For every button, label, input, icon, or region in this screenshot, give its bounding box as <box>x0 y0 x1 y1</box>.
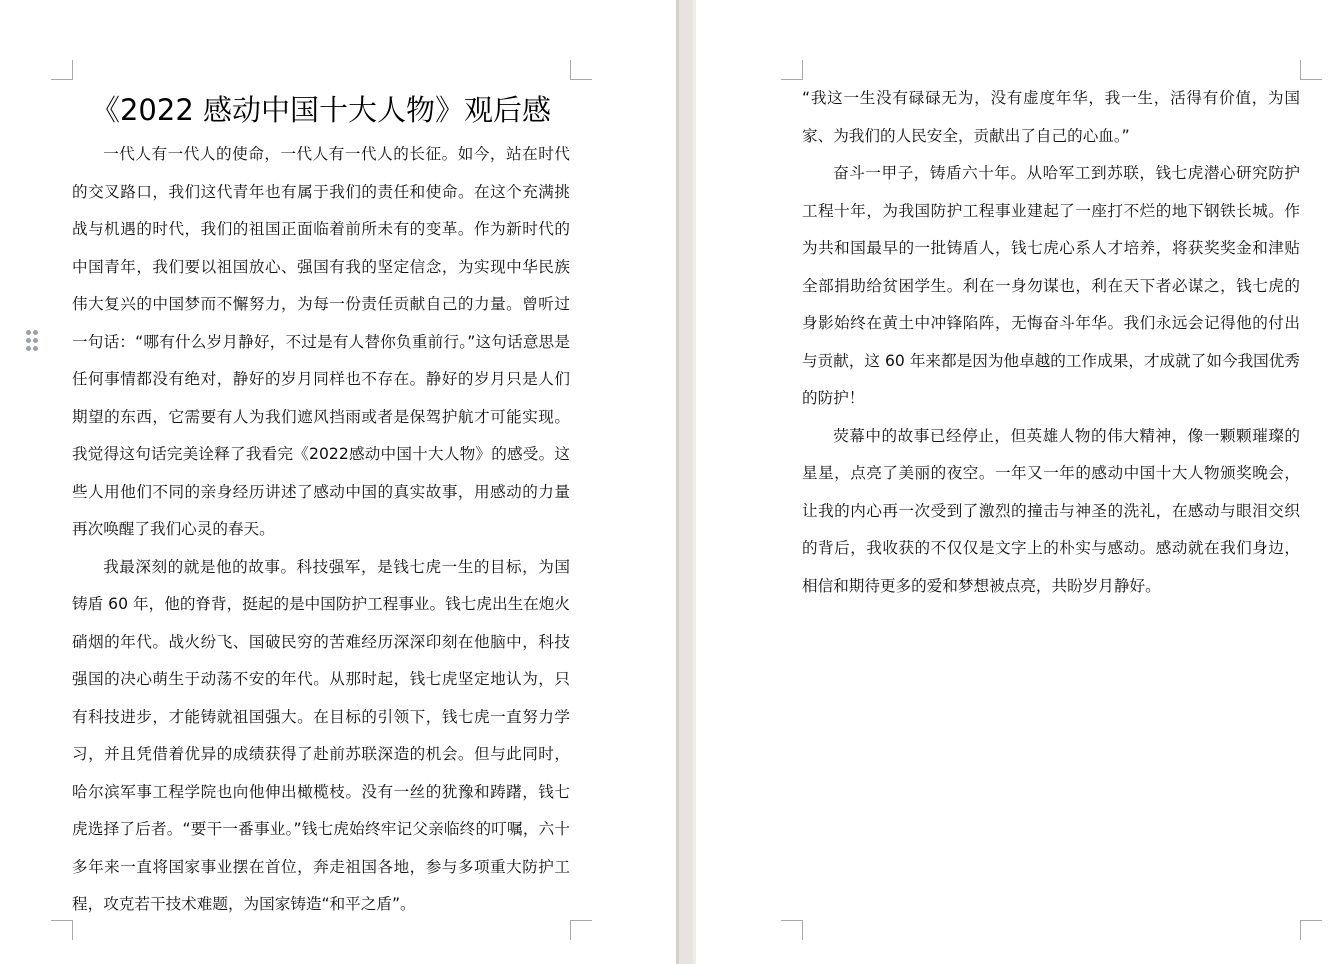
paragraph: 我最深刻的就是他的故事。科技强军，是钱七虎一生的目标，为国铸盾 60 年，他的脊背，挺起的是中国防护工程事业。钱七虎出生在炮火硝烟的年代。战火纷飞、国破民穷的苦难经历深深印刻在他脑中，科技强国的决心萌生于动荡不安的年代。从那时起，钱七虎坚定地认为，只有科技进步，才能铸就祖国强大。在目标的引领下，钱七虎一直努力学习，并且凭借着优异的成绩获得了赴前苏联深造的机会。但与此同时，哈尔滨军事工程学院也向他伸出橄榄枝。没有一丝的犹豫和踌躇，钱七虎选择了后者。“要干一番事业。”钱七虎始终牢记父亲临终的叮嘱，六十多年来一直将国家事业摆在首位，奔走祖国各地，参与多项重大防护工程，攻克若干技术难题，为国家铸造“和平之盾”。 <box>72 557 570 913</box>
crop-mark-top-left <box>51 60 73 80</box>
crop-mark-bottom-right <box>570 920 592 940</box>
crop-mark-top-left <box>781 60 803 80</box>
page-1-body[interactable] <box>72 136 570 924</box>
crop-mark-bottom-right <box>1300 920 1322 940</box>
crop-mark-top-right <box>1300 60 1322 80</box>
drag-handle-icon[interactable] <box>24 330 40 354</box>
page-gap-shadow <box>676 0 679 964</box>
paragraph: 荧幕中的故事已经停止，但英雄人物的伟大精神，像一颗颗璀璨的星星，点亮了美丽的夜空。一年又一年的感动中国十大人物颁奖晚会，让我的内心再一次受到了激烈的撞击与神圣的洗礼，在感动与眼泪交织的背后，我收获的不仅仅是文字上的朴实与感动。感动就在我们身边，相信和期待更多的爱和梦想被点亮，共盼岁月静好。 <box>802 426 1300 595</box>
page-2-body[interactable] <box>802 80 1300 605</box>
crop-mark-top-right <box>570 60 592 80</box>
quote-paragraph: “我这一生没有碌碌无为，没有虚度年华，我一生，活得有价值，为国家、为我们的人民安全，贡献出了自己的心血。” <box>802 89 1300 145</box>
document-title: 《2022 感动中国十大人物》观后感 <box>90 93 552 127</box>
crop-mark-bottom-left <box>781 920 803 940</box>
paragraph: 一代人有一代人的使命，一代人有一代人的长征。如今，站在时代的交叉路口，我们这代青年也有属于我们的责任和使命。在这个充满挑战与机遇的时代，我们的祖国正面临着前所未有的变革。作为新时代的中国青年，我们要以祖国放心、强国有我的坚定信念，为实现中华民族伟大复兴的中国梦而不懈努力，为每一份责任贡献自己的力量。曾听过一句话：“哪有什么岁月静好，不过是有人替你负重前行。”这句话意思是任何事情都没有绝对，静好的岁月同样也不存在。静好的岁月只是人们期望的东西，它需要有人为我们遮风挡雨或者是保驾护航才可能实现。我觉得这句话完美诠释了我看完《2022感动中国十大人物》的感受。这些人用他们不同的亲身经历讲述了感动中国的真实故事，用感动的力量再次唤醒了我们心灵的春天。 <box>72 145 570 538</box>
paragraph: 奋斗一甲子，铸盾六十年。从哈军工到苏联，钱七虎潜心研究防护工程十年，为我国防护工程事业建起了一座打不烂的地下钢铁长城。作为共和国最早的一批铸盾人，钱七虎心系人才培养，将获奖奖金和津贴全部捐助给贫困学生。利在一身勿谋也，利在天下者必谋之，钱七虎的身影始终在黄土中冲锋陷阵，无悔奋斗年华。我们永远会记得他的付出与贡献，这 60 年来都是因为他卓越的工作成果，才成就了如今我国优秀的防护！ <box>802 164 1300 407</box>
crop-mark-bottom-left <box>51 920 73 940</box>
